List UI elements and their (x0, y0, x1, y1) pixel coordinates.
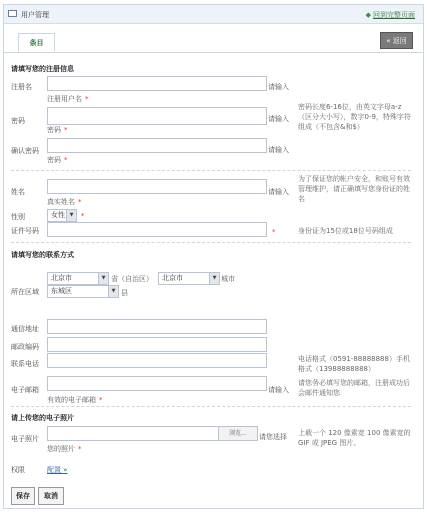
photo-label: 电子照片 (11, 435, 39, 443)
gender-label: 性别 (11, 213, 25, 221)
chevron-down-icon: ▼ (108, 286, 118, 297)
name-side: 请输入 (268, 188, 289, 196)
confirm-password-field[interactable] (47, 138, 267, 153)
green-arrow-icon: ◆ (365, 11, 371, 19)
username-side: 请输入 (268, 83, 289, 91)
zipcode-field[interactable] (47, 337, 267, 352)
tab-entry[interactable]: 条目 (18, 33, 55, 52)
section-photo-title: 请上传您的电子照片 (11, 414, 74, 422)
chevron-down-icon: ▼ (66, 210, 76, 221)
chevron-down-icon: ▼ (98, 273, 108, 284)
save-button[interactable]: 保存 (11, 487, 35, 505)
idcard-label: 证件号码 (11, 227, 39, 235)
email-side: 请输入 (268, 386, 289, 394)
idcard-note: 身份证为15位或18位号码组成 (298, 227, 393, 235)
phone-field[interactable] (47, 353, 267, 368)
arrow-icon: » (63, 466, 68, 474)
city-suffix: 城市 (221, 275, 235, 283)
title-bar (4, 5, 423, 24)
tab-bar (4, 30, 423, 53)
province-select[interactable]: 北京市 ▼ (47, 272, 109, 285)
zipcode-label: 邮政编码 (11, 343, 39, 351)
confirm-password-label: 确认密码 (11, 147, 39, 155)
photo-hint: 您的照片 * (47, 445, 82, 453)
password-note: 密码长度6-16位，由英文字母a-z（区分大小写），数字0-9，特殊字符组成（不包含&和$） (298, 103, 411, 131)
divider (11, 242, 411, 243)
browse-button[interactable]: 浏览... (218, 426, 258, 441)
return-button[interactable]: « 返回 (380, 32, 413, 49)
district-select[interactable]: 东城区 ▼ (47, 285, 119, 298)
province-suffix: 省（自治区） (111, 275, 153, 283)
divider (11, 170, 411, 171)
confirm-password-hint: 密码 * (47, 156, 68, 164)
address-label: 通信地址 (11, 325, 39, 333)
idcard-required: * (272, 228, 276, 236)
back-home-link[interactable]: ◆ 回到完整页面 (365, 11, 415, 19)
city-select[interactable]: 北京市 ▼ (158, 272, 220, 285)
region-label: 所在区域 (11, 288, 39, 296)
password-side: 请输入 (268, 115, 289, 123)
name-field[interactable] (47, 179, 267, 194)
email-field[interactable] (47, 376, 267, 391)
page-title: 用户管理 (21, 11, 49, 19)
name-label: 姓名 (11, 188, 25, 196)
section-contact-title: 请填写您的联系方式 (11, 251, 74, 259)
password-field[interactable] (47, 107, 267, 125)
phone-label: 联系电话 (11, 360, 39, 368)
username-label: 注册名 (11, 83, 32, 91)
password-hint: 密码 * (47, 126, 68, 134)
email-hint: 有效的电子邮箱 * (47, 396, 103, 404)
config-link[interactable]: 配置 » (47, 466, 68, 474)
chevron-down-icon: ▼ (209, 273, 219, 284)
username-hint: 注册用户名 * (47, 95, 89, 103)
email-label: 电子邮箱 (11, 386, 39, 394)
email-note: 请您务必填写您的邮箱，注册成功后会邮件通知您 (298, 379, 410, 397)
address-field[interactable] (47, 319, 267, 334)
username-field[interactable] (47, 76, 267, 91)
password-label: 密码 (11, 117, 25, 125)
name-note: 为了保证您的帐户安全，和账号有效管理维护，请正确填写您身份证的姓名 (298, 175, 410, 203)
gender-select[interactable]: 女性 ▼ (47, 209, 77, 222)
window-icon (8, 10, 17, 17)
phone-note: 电话格式（0591-88888888）手机格式（13988888888） (298, 355, 410, 373)
cancel-button[interactable]: 取消 (38, 487, 64, 505)
name-hint: 真实姓名 * (47, 198, 82, 206)
gender-required: * (81, 212, 85, 220)
section-registration-title: 请填写您的注册信息 (11, 65, 74, 73)
idcard-field[interactable] (47, 222, 267, 237)
divider (11, 406, 411, 407)
photo-path-field[interactable] (47, 426, 219, 441)
photo-note: 上载一个 120 像素宽 100 像素宽的 GIF 或 JPEG 图片。 (298, 429, 411, 447)
district-suffix: 县 (121, 289, 128, 297)
confirm-password-side: 请输入 (268, 146, 289, 154)
permission-label: 权限 (11, 466, 25, 474)
photo-side: 请您选择 (259, 433, 287, 441)
